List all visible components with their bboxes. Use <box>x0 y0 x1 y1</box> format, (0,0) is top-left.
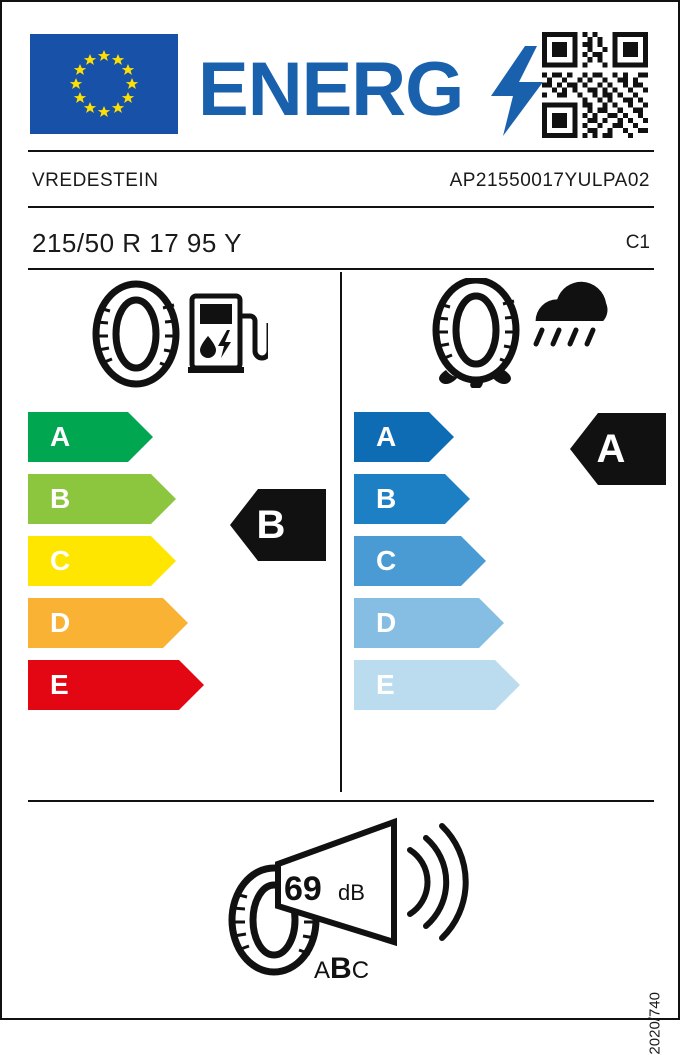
regulation-date: 2020/740 <box>647 992 664 1055</box>
wet-grip-icon-group <box>426 278 616 393</box>
grade-bar-c <box>354 536 654 586</box>
grade-letter: B <box>376 483 397 514</box>
noise-unit: dB <box>338 880 365 905</box>
tyre-icon <box>436 280 516 380</box>
product-code: AP21550017YULPA02 <box>449 170 650 191</box>
noise-class-b: B <box>330 952 352 985</box>
noise-class-c: C <box>351 957 370 984</box>
page-title: ENERG <box>198 47 464 132</box>
grade-letter: A <box>376 421 397 452</box>
grade-letter: E <box>50 669 69 700</box>
grade-letter: A <box>50 421 71 452</box>
fuel-rating-value: B <box>256 502 286 547</box>
fuel-rating-arrow <box>230 489 326 561</box>
tyre-size: 215/50 R 17 95 Y <box>32 228 242 258</box>
lightning-bolt-icon <box>489 46 545 130</box>
grade-letter: D <box>50 607 71 638</box>
noise-class-a: A <box>314 957 331 984</box>
fuel-efficiency-icon-group <box>88 278 268 393</box>
qr-code-icon <box>542 32 648 138</box>
wet-grip-rating-value: A <box>596 426 626 471</box>
tyre-icon <box>96 284 176 384</box>
divider-brand <box>28 206 654 208</box>
rain-cloud-icon <box>536 282 608 344</box>
grade-bar-e <box>28 660 328 710</box>
tyre-class: C1 <box>625 232 650 253</box>
grade-letter: C <box>376 545 397 576</box>
fuel-grade-scale <box>28 412 328 722</box>
grade-letter: E <box>376 669 395 700</box>
noise-section <box>2 802 678 1002</box>
grade-letter: D <box>376 607 397 638</box>
wet-grip-rating-arrow <box>570 413 666 485</box>
grade-letter: C <box>50 545 71 576</box>
grade-bar-d <box>28 598 328 648</box>
drop-bolt-icon <box>200 330 231 358</box>
noise-class-scale <box>314 952 369 986</box>
eu-flag-icon <box>30 34 178 134</box>
divider-size <box>28 268 654 270</box>
noise-value: 69 <box>284 870 322 908</box>
grade-bar-d <box>354 598 654 648</box>
column-separator <box>340 272 342 792</box>
grade-bar-a <box>28 412 328 462</box>
brand-name: VREDESTEIN <box>32 170 159 191</box>
divider-header <box>28 150 654 152</box>
grade-letter: B <box>50 483 71 514</box>
grade-bar-e <box>354 660 654 710</box>
label-header <box>2 2 678 150</box>
